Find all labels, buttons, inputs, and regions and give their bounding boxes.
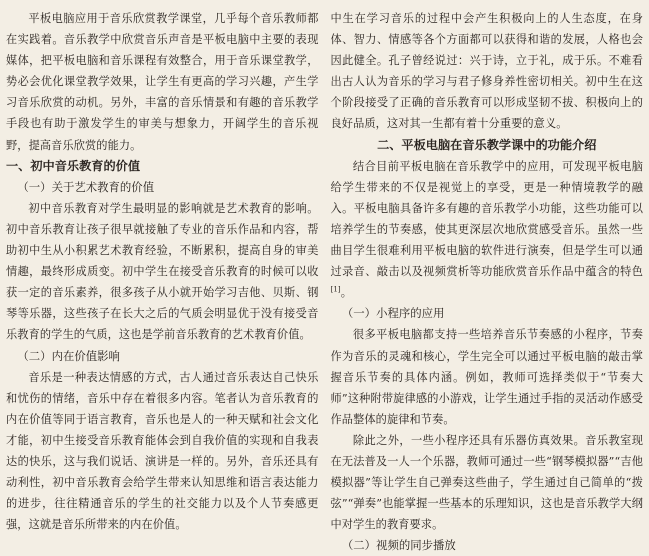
- section-heading-2: 二、平板电脑在音乐教学课中的功能介绍: [377, 137, 597, 152]
- continued-paragraph: 中生在学习音乐的过程中会产生积极向上的人生态度，在身体、智力、情感等各个方面都可以获得和谐的发展，人格也会因此健全。孔子曾经说过：兴于诗，立于礼，成于乐。不难看出古人认为音乐的学习与君子修身养性密切相关。初中生在这个阶段接受了正确的音乐教育可以形成坚韧不拔、积极向上的良好品质，这对其一生都有着十分重要的意义。: [330, 12, 643, 131]
- subsection-heading-inner-value: （二）内在价值影响: [17, 348, 120, 363]
- intro-paragraph: 平板电脑应用于音乐欣赏教学课堂，几乎每个音乐教师都在实践着。音乐教学中欣赏音乐声音是平板电脑中主要的表现媒体，把平板电脑和音乐课程有效整合，用于音乐课堂教学，势必会优化课堂教学效果，让学生有更高的学习兴趣，产生学习音乐欣赏的动机。另外，丰富的音乐情景和有趣的音乐教学手段也有助于激发学生的审美与想象力，开阔学生的音乐视野，提高音乐欣赏的能力。: [6, 12, 319, 152]
- tablet-function-end: 。: [340, 286, 353, 300]
- tablet-function-paragraph: [331, 156, 644, 304]
- left-column: [6, 8, 319, 532]
- mini-programs-paragraph: 很多平板电脑都支持一些培养音乐节奏感的小程序，节奏作为音乐的灵魂和核心，学生完全可以通过平板电脑的敲击掌握音乐节奏的具体内涵。例如，教师可选择类似于“节奏大师”这种附带旋律感的小游戏，让学生通过手指的灵活动作感受作品整体的旋律和节奏。: [330, 328, 643, 426]
- inner-value-paragraph: 音乐是一种表达情感的方式，古人通过音乐表达自己快乐和忧伤的情绪，音乐中存在着很多内容。笔者认为音乐教育的内在价值等同于语言教育，音乐也是人的一种天赋和社会文化才能，初中生接受音乐教育能体会到自我价值的实现和自我表达的快乐，这与我们说话、演讲是一样的。另外，音乐还具有动利性，初中音乐教育会给学生带来认知思维和语言表达能力的进步，往往精通音乐的学生的社交能力以及个人节奏感更强，这就是音乐所带来的内在价值。: [6, 370, 319, 532]
- subsection-heading-video-sync: （二）视频的同步播放: [341, 538, 456, 553]
- art-education-paragraph: 初中音乐教育对学生最明显的影响就是艺术教育的影响。初中音乐教育让孩子很早就接触了专业的音乐作品和内容，帮助初中生从小积累艺术教育经验，不断累积，提高自身的审美情趣，最终形成质变。初中学生在接受音乐教育的时候可以收获一定的音乐素养，很多孩子从小就开始学习吉他、贝斯、钢琴等乐器，这些孩子在长大之后的气质会明显优于没有接受音乐教育的学生的气质，这也是学前音乐教育的艺术教育价值。: [6, 201, 319, 342]
- tablet-function-text: 结合目前平板电脑在音乐教学中的应用，可发现平板电脑给学生带来的不仅是视觉上的享受，更是一种情境教学的融入。平板电脑具备许多有趣的音乐教学小功能，这些功能可以培养学生的节奏感，使其更深层次地欣赏感受音乐。虽然一些曲目学生很难利用平板电脑的软件进行演奏，但是学生可以通过录音、敲击以及视频赏析等功能欣赏音乐作品中蕴含的特色: [330, 159, 643, 279]
- right-column: [330, 8, 644, 553]
- subsection-heading-art-education: （一）关于艺术教育的价值: [17, 179, 155, 194]
- subsection-heading-mini-programs: （一）小程序的应用: [341, 306, 445, 321]
- instrument-simulation-paragraph: 除此之外，一些小程序还具有乐器仿真效果。音乐教室现在无法普及一人一个乐器，教师可通过一些“钢琴模拟器”“吉他模拟器”等让学生自己弹奏这些曲子，学生通过自己简单的“拨弦”“弹奏”也能掌握一些基本的乐理知识，这也是音乐教学大纲中对学生的教育要求。: [330, 433, 643, 532]
- section-heading-1: 一、初中音乐教育的价值: [6, 158, 141, 173]
- citation-marker: [1]: [330, 285, 341, 294]
